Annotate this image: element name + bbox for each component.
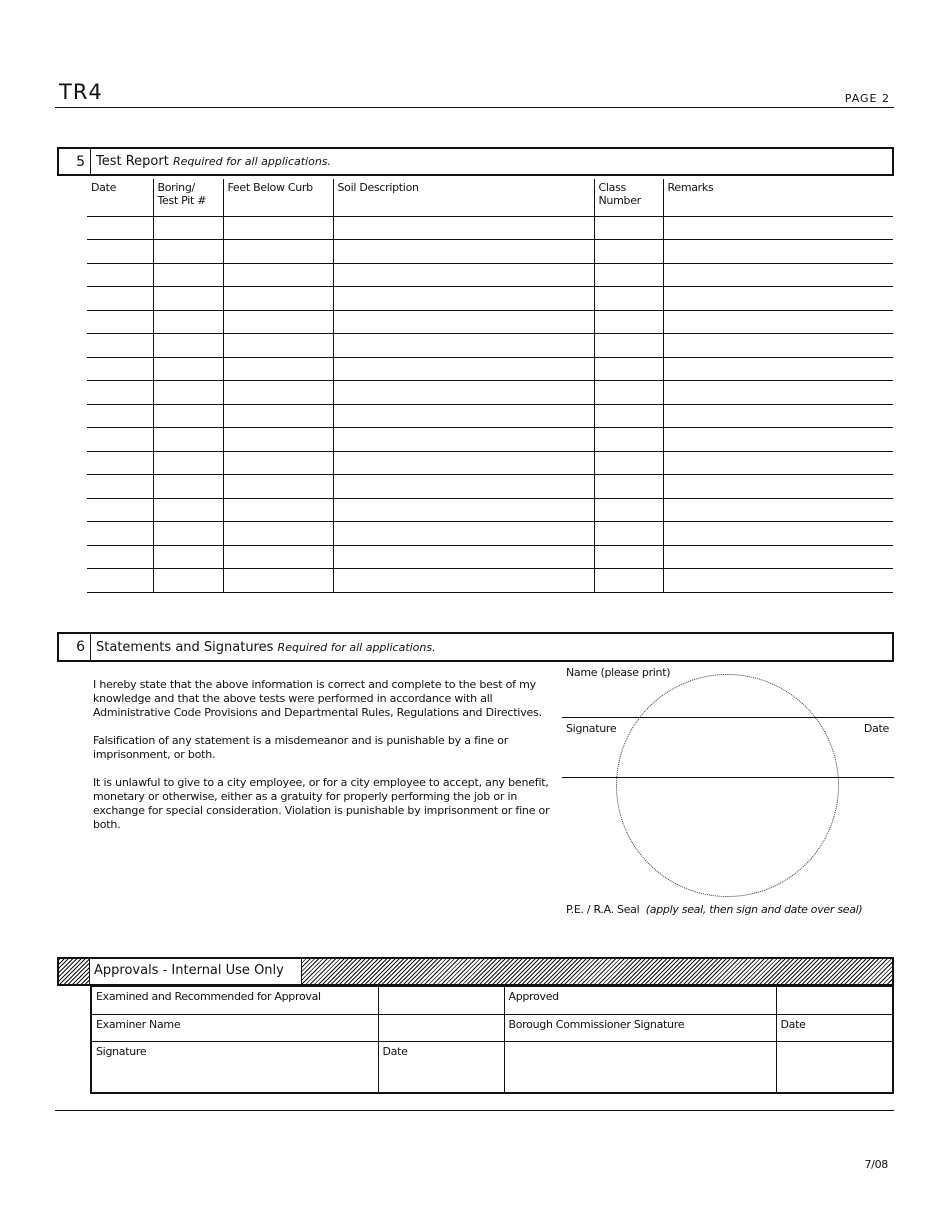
table-cell[interactable] xyxy=(663,334,893,358)
table-cell[interactable] xyxy=(594,310,663,334)
table-cell[interactable] xyxy=(333,569,594,593)
date-label: Date xyxy=(863,722,889,735)
form-id: TR4 xyxy=(59,80,103,104)
table-cell[interactable] xyxy=(153,240,223,264)
borough-date-label: Date xyxy=(776,1014,893,1041)
table-row xyxy=(87,451,893,475)
page-number: PAGE 2 xyxy=(844,92,890,105)
table-cell[interactable] xyxy=(594,404,663,428)
section-title: Test Report xyxy=(96,154,169,169)
table-row xyxy=(87,404,893,428)
table-cell[interactable] xyxy=(663,545,893,569)
table-cell[interactable] xyxy=(594,334,663,358)
section-number: 5 xyxy=(59,149,91,174)
statements xyxy=(93,678,558,846)
table-cell[interactable] xyxy=(333,357,594,381)
table-cell[interactable] xyxy=(223,381,333,405)
section5-header xyxy=(57,147,894,176)
table-cell[interactable] xyxy=(333,334,594,358)
table-cell[interactable] xyxy=(594,216,663,240)
table-cell[interactable] xyxy=(594,240,663,264)
table-cell[interactable] xyxy=(594,287,663,311)
column-header: Feet Below Curb xyxy=(223,179,333,216)
table-row xyxy=(87,522,893,546)
table-row xyxy=(87,357,893,381)
table-cell[interactable] xyxy=(333,522,594,546)
column-header: Remarks xyxy=(663,179,893,216)
table-cell[interactable] xyxy=(594,545,663,569)
table-cell[interactable] xyxy=(663,216,893,240)
table-cell[interactable] xyxy=(87,287,153,311)
revision-date: 7/08 xyxy=(864,1158,888,1171)
seal-circle xyxy=(616,674,839,897)
table-cell[interactable] xyxy=(153,498,223,522)
table-row xyxy=(87,263,893,287)
table-cell[interactable] xyxy=(663,522,893,546)
table-row xyxy=(87,545,893,569)
table-cell[interactable] xyxy=(223,287,333,311)
table-cell[interactable] xyxy=(594,263,663,287)
table-cell[interactable] xyxy=(153,334,223,358)
table-cell[interactable] xyxy=(333,475,594,499)
table-cell[interactable] xyxy=(223,216,333,240)
table-cell[interactable] xyxy=(153,216,223,240)
approved-label: Approved xyxy=(504,986,776,1014)
section6-header xyxy=(57,632,894,662)
table-cell[interactable] xyxy=(153,545,223,569)
table-cell[interactable] xyxy=(594,428,663,452)
table-row xyxy=(87,569,893,593)
table-cell[interactable] xyxy=(87,545,153,569)
approved-field[interactable] xyxy=(776,986,893,1014)
table-cell[interactable] xyxy=(594,569,663,593)
borough-signature-field[interactable] xyxy=(504,1041,776,1093)
table-cell[interactable] xyxy=(333,381,594,405)
table-cell[interactable] xyxy=(333,428,594,452)
section-title: Statements and Signatures xyxy=(96,639,274,655)
table-cell[interactable] xyxy=(333,287,594,311)
column-header: Boring/ Test Pit # xyxy=(153,179,223,216)
table-row xyxy=(87,475,893,499)
borough-date-field[interactable] xyxy=(776,1041,893,1093)
table-cell[interactable] xyxy=(663,451,893,475)
table-row xyxy=(87,428,893,452)
examiner-name-field[interactable] xyxy=(378,1014,504,1041)
table-cell[interactable] xyxy=(153,428,223,452)
signature-label: Signature xyxy=(566,722,617,735)
table-cell[interactable] xyxy=(223,240,333,264)
table-cell[interactable] xyxy=(223,428,333,452)
table-cell[interactable] xyxy=(223,569,333,593)
approvals-header xyxy=(57,957,894,986)
table-cell[interactable] xyxy=(663,404,893,428)
table-cell[interactable] xyxy=(153,381,223,405)
section-note: Required for all applications. xyxy=(172,155,332,168)
table-row xyxy=(87,240,893,264)
table-cell[interactable] xyxy=(153,569,223,593)
table-cell[interactable] xyxy=(663,381,893,405)
table-cell[interactable] xyxy=(663,498,893,522)
table-cell[interactable] xyxy=(333,216,594,240)
table-row xyxy=(87,381,893,405)
table-cell[interactable] xyxy=(87,404,153,428)
statement-paragraph: It is unlawful to give to a city employee, or for a city employee to accept, any benefit, monetary or otherwise, either as a gratuity for properly performing the job or in exchange for special consideration. Violation is punishable by imprisonment or fine or both. xyxy=(93,776,550,831)
table-cell[interactable] xyxy=(223,451,333,475)
table-cell[interactable] xyxy=(153,310,223,334)
column-header: Class Number xyxy=(594,179,663,216)
table-cell[interactable] xyxy=(663,475,893,499)
table-cell[interactable] xyxy=(87,522,153,546)
table-cell[interactable] xyxy=(87,428,153,452)
table-cell[interactable] xyxy=(87,475,153,499)
table-cell[interactable] xyxy=(223,263,333,287)
table-cell[interactable] xyxy=(594,381,663,405)
table-row xyxy=(87,334,893,358)
approvals-title: Approvals - Internal Use Only xyxy=(89,959,302,984)
section-note: Required for all applications. xyxy=(277,640,436,654)
column-header: Date xyxy=(87,179,153,216)
name-label: Name (please print) xyxy=(566,666,671,679)
signature-field[interactable]: Signature xyxy=(91,1041,378,1093)
table-cell[interactable] xyxy=(153,287,223,311)
table-cell[interactable] xyxy=(663,287,893,311)
table-cell[interactable] xyxy=(594,451,663,475)
statement-paragraph: Falsification of any statement is a misdemeanor and is punishable by a fine or imprisonment, or both. xyxy=(93,734,509,761)
footer-rule xyxy=(55,1110,894,1111)
table-cell[interactable] xyxy=(87,240,153,264)
section-number: 6 xyxy=(59,634,91,660)
table-cell[interactable] xyxy=(153,522,223,546)
table-cell[interactable] xyxy=(223,310,333,334)
table-row xyxy=(87,310,893,334)
table-cell[interactable] xyxy=(153,404,223,428)
header-rule xyxy=(55,107,894,108)
table-cell[interactable] xyxy=(223,357,333,381)
borough-signature-label: Borough Commissioner Signature xyxy=(504,1014,776,1041)
table-cell[interactable] xyxy=(223,334,333,358)
table-cell[interactable] xyxy=(663,428,893,452)
date-field[interactable]: Date xyxy=(378,1041,504,1093)
table-cell[interactable] xyxy=(223,404,333,428)
table-cell[interactable] xyxy=(663,310,893,334)
table-cell[interactable] xyxy=(87,451,153,475)
table-cell[interactable] xyxy=(663,240,893,264)
table-cell[interactable] xyxy=(87,498,153,522)
table-cell[interactable] xyxy=(87,357,153,381)
table-cell[interactable] xyxy=(153,263,223,287)
table-cell[interactable] xyxy=(333,451,594,475)
table-cell[interactable] xyxy=(594,498,663,522)
table-cell[interactable] xyxy=(87,381,153,405)
table-cell[interactable] xyxy=(87,334,153,358)
table-cell[interactable] xyxy=(594,357,663,381)
table-cell[interactable] xyxy=(87,569,153,593)
table-cell[interactable] xyxy=(333,545,594,569)
column-header: Soil Description xyxy=(333,179,594,216)
table-cell[interactable] xyxy=(594,522,663,546)
table-cell[interactable] xyxy=(223,475,333,499)
statement-paragraph: I hereby state that the above information is correct and complete to the best of my knowledge and that the above tests were performed in accordance with all Administrative Code Provisions and Departmental Rules, Regulations and Directives. xyxy=(93,678,542,719)
table-cell[interactable] xyxy=(333,310,594,334)
table-row xyxy=(87,287,893,311)
seal-label: P.E. / R.A. Seal (apply seal, then sign and date over seal) xyxy=(566,903,863,916)
table-cell[interactable] xyxy=(87,216,153,240)
table-cell[interactable] xyxy=(663,263,893,287)
table-cell[interactable] xyxy=(333,240,594,264)
examined-label: Examined and Recommended for Approval xyxy=(91,986,378,1014)
table-cell[interactable] xyxy=(333,404,594,428)
table-cell[interactable] xyxy=(87,310,153,334)
table-cell[interactable] xyxy=(333,498,594,522)
table-cell[interactable] xyxy=(594,475,663,499)
table-cell[interactable] xyxy=(223,498,333,522)
table-row xyxy=(87,216,893,240)
table-cell[interactable] xyxy=(153,357,223,381)
examiner-name-label: Examiner Name xyxy=(91,1014,378,1041)
table-cell[interactable] xyxy=(333,263,594,287)
approvals-table xyxy=(90,985,894,1094)
table-cell[interactable] xyxy=(223,545,333,569)
test-report-table xyxy=(87,179,893,593)
table-cell[interactable] xyxy=(223,522,333,546)
table-cell[interactable] xyxy=(153,451,223,475)
table-cell[interactable] xyxy=(153,475,223,499)
table-cell[interactable] xyxy=(663,357,893,381)
examined-field[interactable] xyxy=(378,986,504,1014)
table-row xyxy=(87,498,893,522)
table-cell[interactable] xyxy=(663,569,893,593)
table-cell[interactable] xyxy=(87,263,153,287)
